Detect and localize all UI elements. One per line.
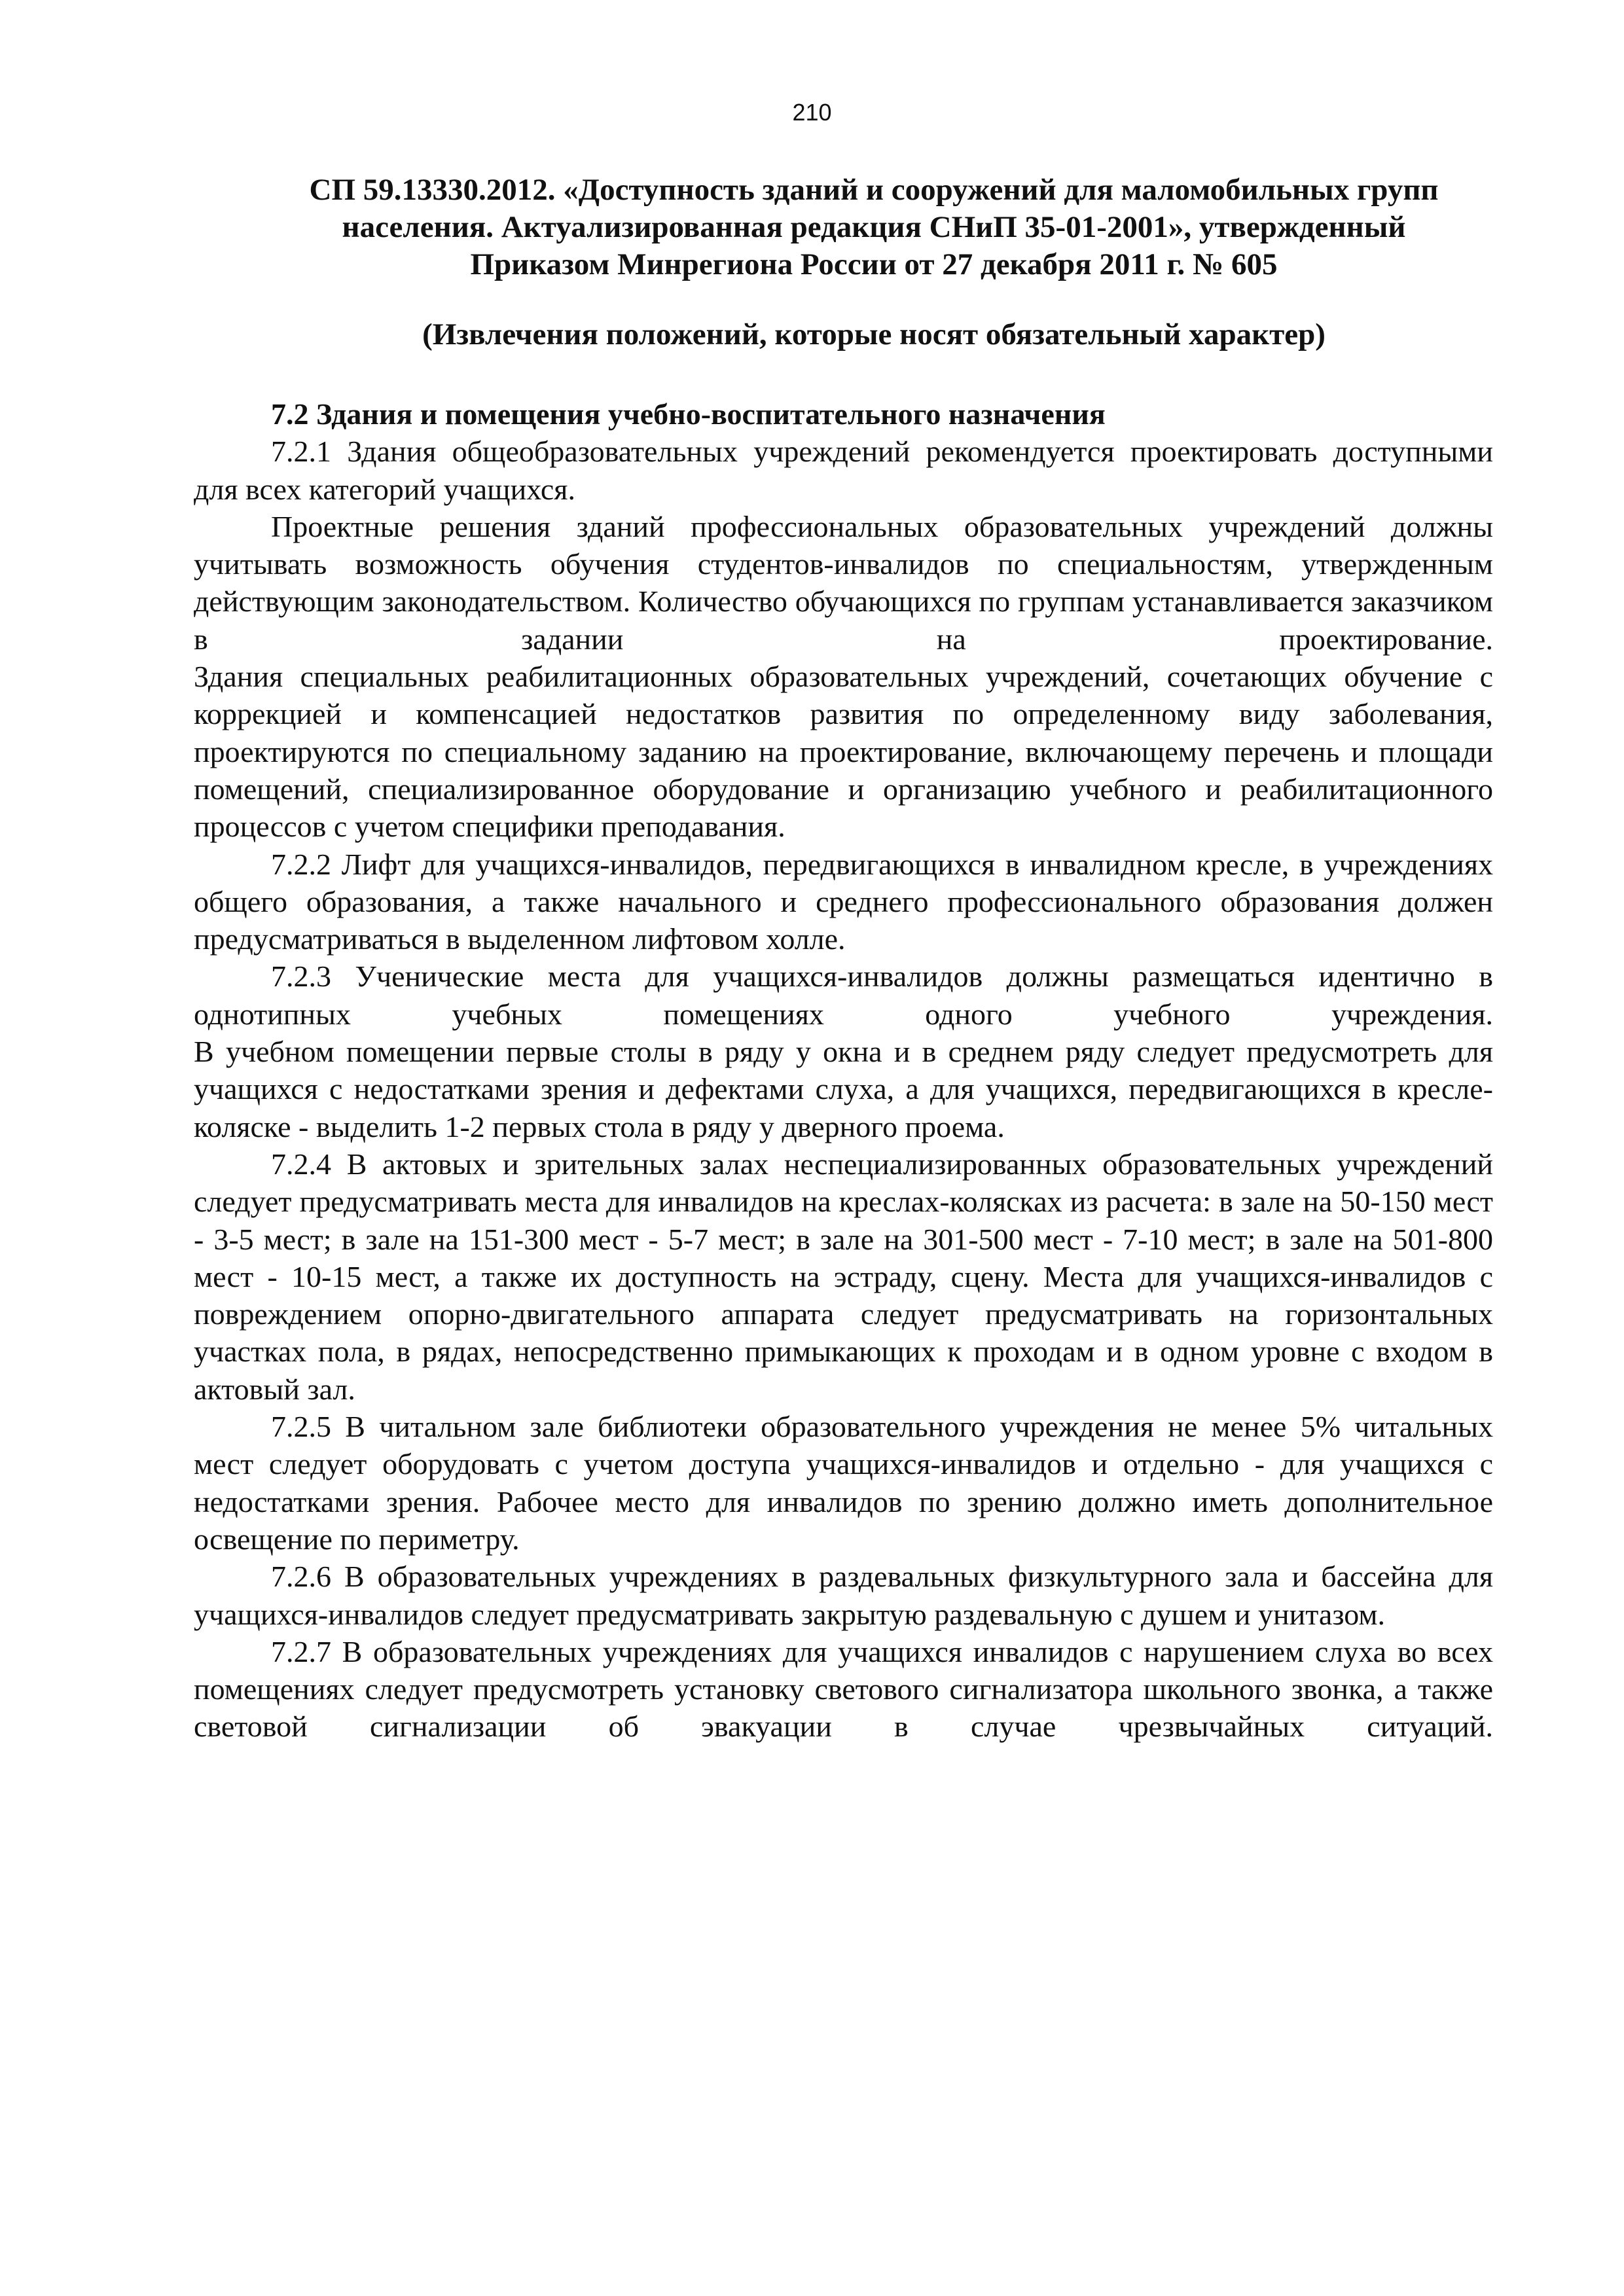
paragraph-7-2-4: 7.2.4 В актовых и зрительных залах неспециализированных образовательных учреждений следует предусматривать места для инвалидов на креслах-колясках из расчета: в зале на 50-150 мест - 3-5 мест; в зале на 151-300 мест - 5-7 мест; в зале на 301-500 мест - 7-10 мест; в зале на 501-800 мест - 10-15 мест, а также их доступность на эстраду, сцену. Места для учащихся-инвалидов с повреждением опорно-двигательного аппарата следует предусматривать на горизонтальных участках пола, в рядах, непосредственно примыкающих к проходам и в одном уровне с входом в актовый зал. (194, 1147, 1493, 1406)
paragraph-7-2-7: 7.2.7 В образовательных учреждениях для учащихся инвалидов с нарушением слуха во всех помещениях следует предусмотреть установку светового сигнализатора школьного звонка, а также световой сигнализации об эвакуации в случае чрезвычайных ситуаций. (194, 1634, 1493, 1744)
section-heading: 7.2 Здания и помещения учебно-воспитательного назначения (271, 397, 1106, 431)
paragraph-design-requirements: Проектные решения зданий профессиональных образовательных учреждений должны учитывать возможность обучения студентов-инвалидов по специальностям, утвержденным действующим законодательством. Количество обучающихся по группам устанавливается заказчиком в задании на проектирование. (194, 509, 1493, 656)
paragraph-7-2-5: 7.2.5 В читальном зале библиотеки образовательного учреждения не менее 5% читальных мест следует оборудовать с учетом доступа учащихся-инвалидов и отдельно - для учащихся с недостатками зрения. Рабочее место для инвалидов по зрению должно иметь дополнительное освещение по периметру. (194, 1410, 1493, 1556)
paragraph-7-2-6: 7.2.6 В образовательных учреждениях в раздевальных физкультурного зала и бассейна для учащихся-инвалидов следует предусматривать закрытую раздевальную с душем и унитазом. (194, 1560, 1493, 1631)
paragraph-special-buildings: Здания специальных реабилитационных образовательных учреждений, сочетающих обучение с коррекцией и компенсацией недостатков развития по определенному виду заболевания, проектируются по специальному заданию на проектирование, включающему перечень и площади помещений, специализированное оборудование и организацию учебного и реабилитационного процессов с учетом специфики преподавания. (194, 660, 1493, 844)
paragraph-7-2-3: 7.2.3 Ученические места для учащихся-инвалидов должны размещаться идентично в однотипных учебных помещениях одного учебного учреждения. (194, 960, 1493, 1031)
title-line-2: населения. Актуализированная редакция СНиП 35-01-2001», утвержденный (342, 210, 1406, 244)
document-body (194, 395, 1493, 1746)
title-line-3: Приказом Минрегиона России от 27 декабря 2011 г. № 605 (470, 247, 1278, 281)
paragraph-7-2-1: 7.2.1 Здания общеобразовательных учреждений рекомендуется проектировать доступными для всех категорий учащихся. (194, 435, 1493, 506)
page-number: 210 (792, 99, 832, 126)
document-subtitle: (Извлечения положений, которые носят обязательный характер) (422, 317, 1326, 351)
document-title (196, 171, 1551, 283)
paragraph-7-2-3-continued: В учебном помещении первые столы в ряду у окна и в среднем ряду следует предусмотреть для учащихся с недостатками зрения и дефектами слуха, а для учащихся, передвигающихся в кресле-коляске - выделить 1-2 первых стола в ряду у дверного проема. (194, 1035, 1493, 1143)
title-line-1: СП 59.13330.2012. «Доступность зданий и сооружений для маломобильных групп (309, 173, 1439, 207)
paragraph-7-2-2: 7.2.2 Лифт для учащихся-инвалидов, передвигающихся в инвалидном кресле, в учреждениях общего образования, а также начального и среднего профессионального образования должен предусматриваться в выделенном лифтовом холле. (194, 847, 1493, 956)
